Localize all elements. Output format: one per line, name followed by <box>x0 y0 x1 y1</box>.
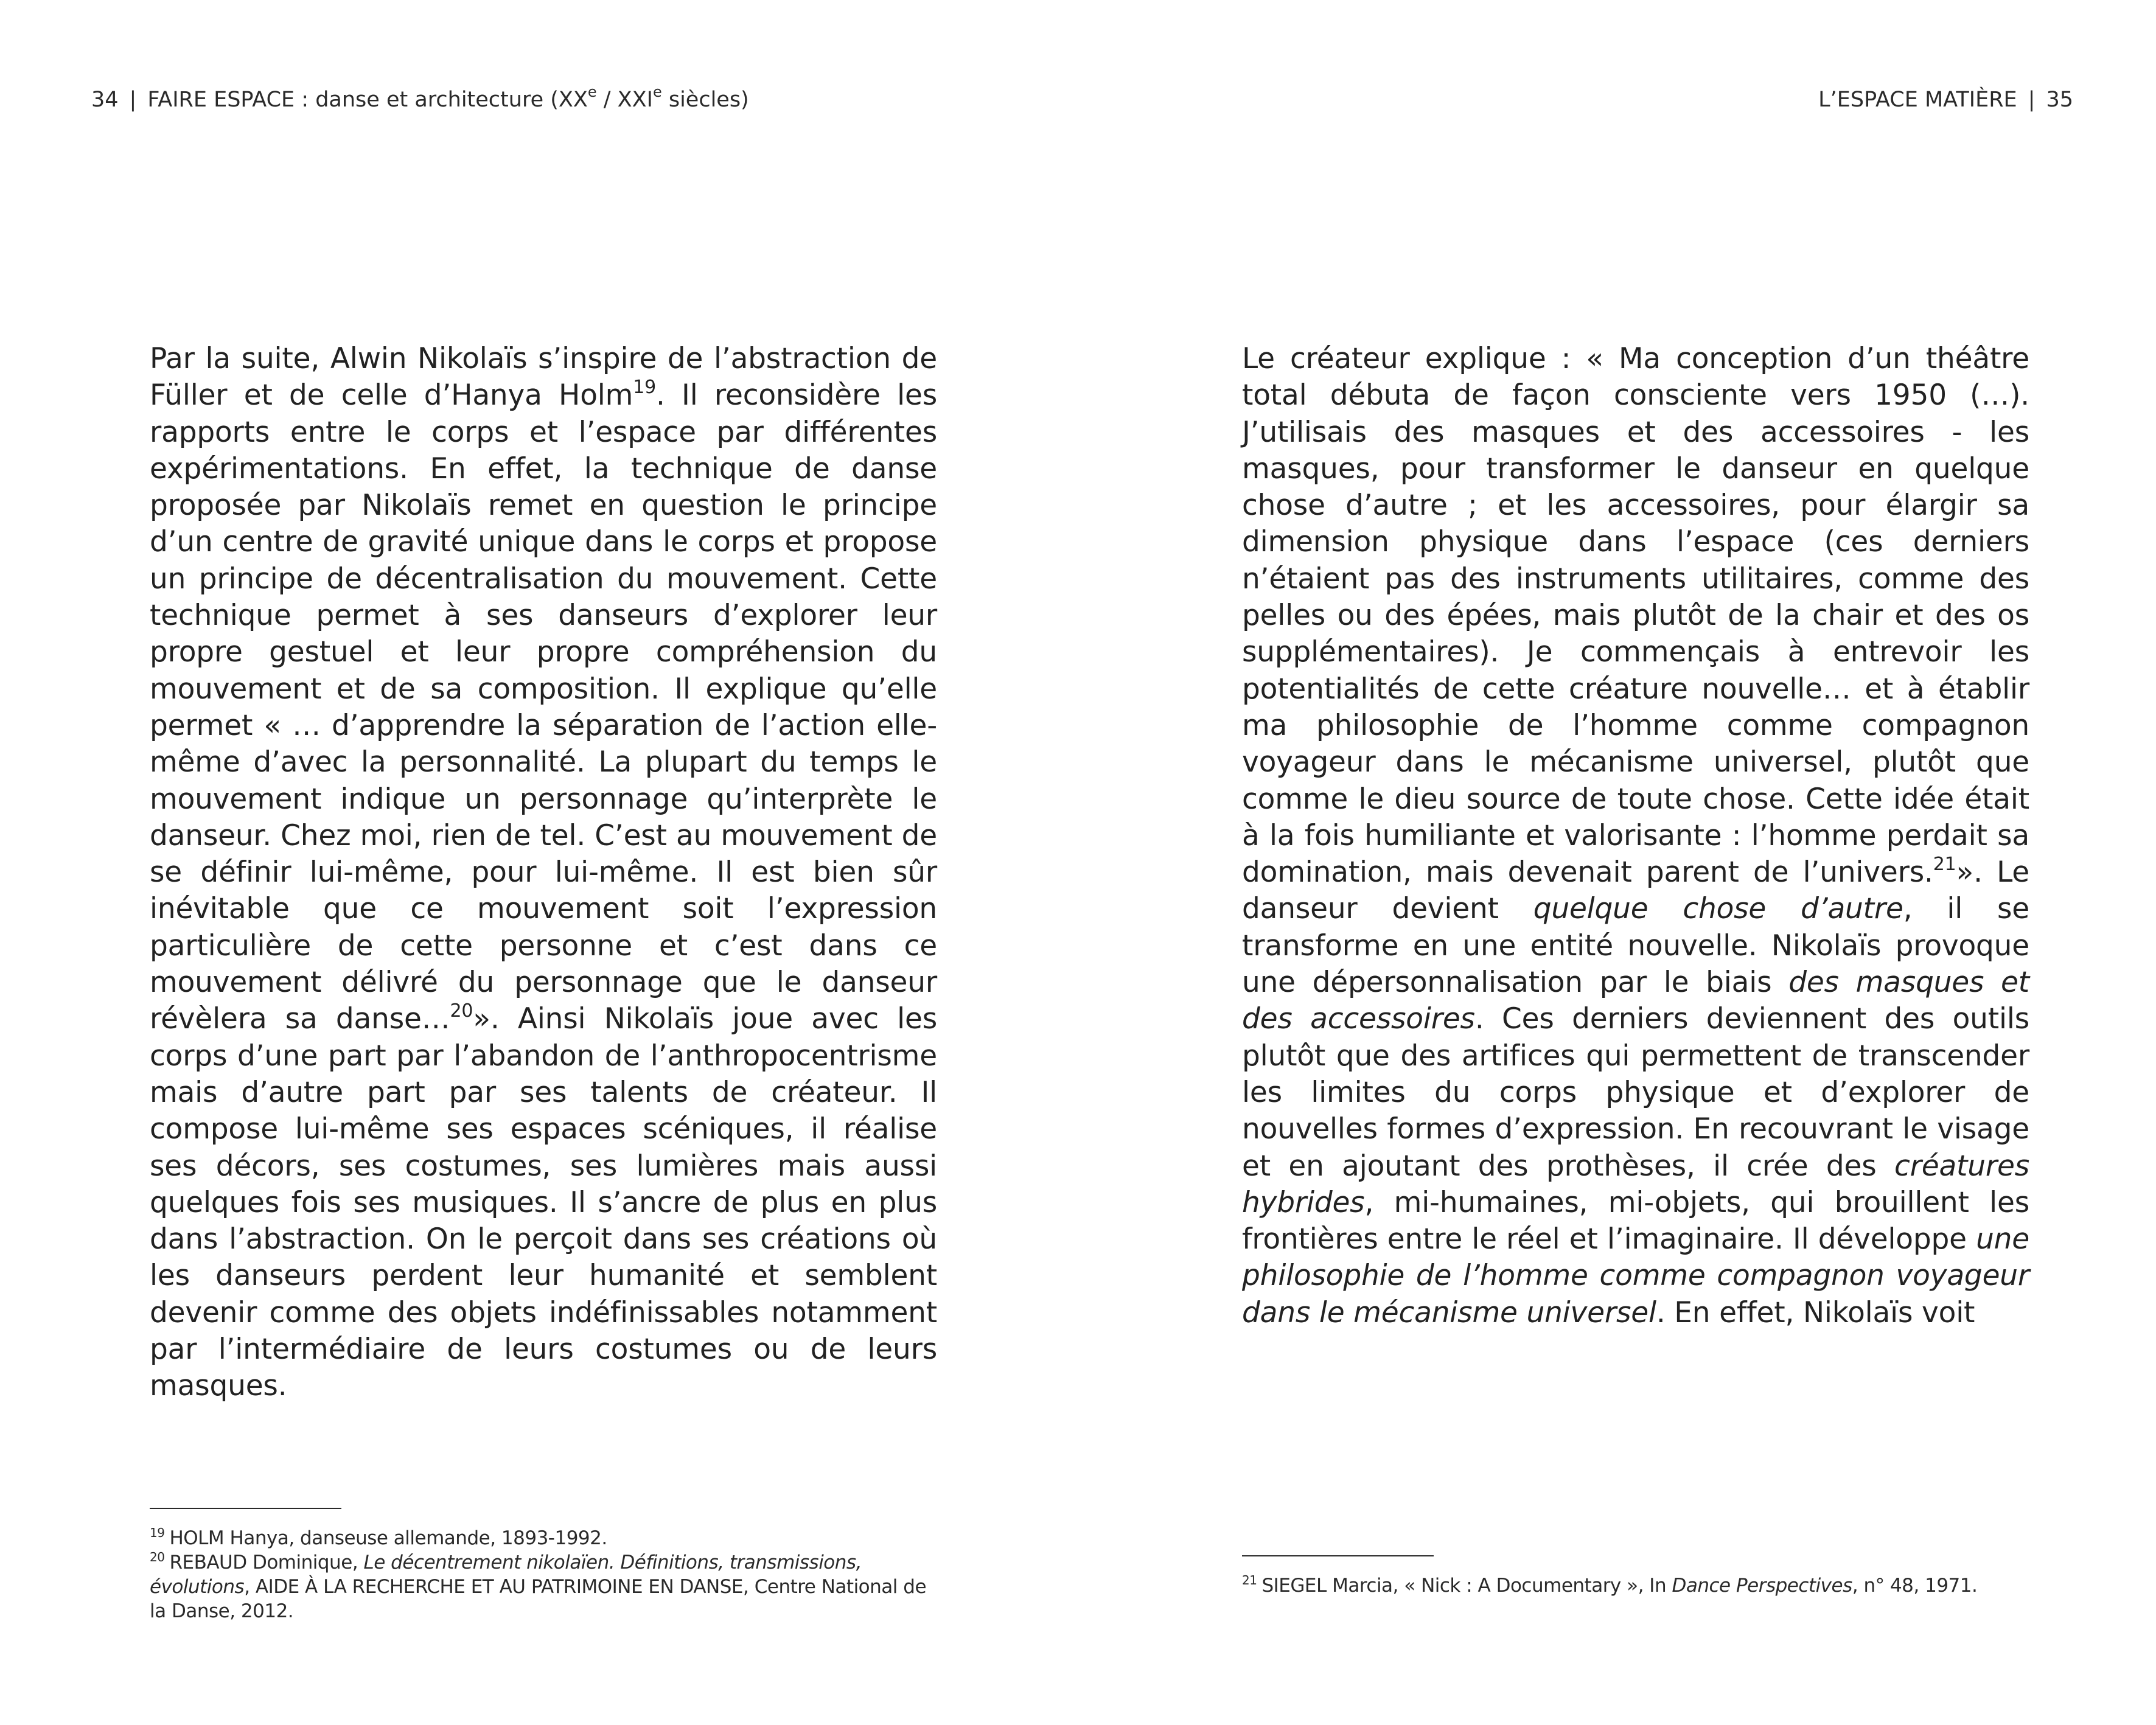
right-footnotes <box>1242 1573 2029 1598</box>
book-title: FAIRE ESPACE : danse et architecture (XXe / XXIe siècles) <box>147 83 749 112</box>
left-body-paragraph: Par la suite, Alwin Nikolaïs s’inspire de l’abstraction de Füller et de celle d’Hanya Holm$^{19}$. Il reconsidère les rapports entre le corps et l’espace par différentes expérimentations. En effet, la technique de danse proposée par Nikolaïs remet en question le principe d’un centre de gravité unique dans le corps et propose un principe de décentralisation du mouvement. Cette technique permet à ses danseurs d’explorer leur propre gestuel et leur propre compréhension du mouvement et de sa composition. Il explique qu’elle permet « … d’apprendre la séparation de l’action elle-même d’avec la personnalité. La plupart du temps le mouvement indique un personnage qu’interprète le danseur. Chez moi, rien de tel. C’est au mouvement de se définir lui-même, pour lui-même. Il est bien sûr inévitable que ce mouvement soit l’expression particulière de cette personne et c’est dans ce mouvement délivré du personnage que le danseur révèlera sa danse…$^{20}$». Ainsi Nikolaïs joue avec les corps d’une part par l’abandon de l’anthropocentrisme mais d’autre part par ses talents de créateur. Il compose lui-même ses espaces scéniques, il réalise ses décors, ses costumes, ses lumières mais aussi quelques fois ses musiques. Il s’ancre de plus en plus dans l’abstraction. On le perçoit dans ses créations où les danseurs perdent leur humanité et semblent devenir comme des objets indéfinissables notamment par l’intermédiaire de leurs costumes ou de leurs masques. <box>150 342 937 1403</box>
chapter-title: L’ESPACE MATIÈRE <box>1818 88 2017 112</box>
running-head-separator: | <box>129 88 137 112</box>
right-page-number: 35 <box>2046 88 2073 112</box>
footnote-ref-20: 20 <box>450 1000 473 1022</box>
left-running-head <box>91 83 749 113</box>
footnote-ref-21: 21 <box>1933 854 1956 876</box>
right-footnote-rule <box>1242 1555 1434 1556</box>
footnote-21: $^{21}$ SIEGEL Marcia, « Nick : A Documentary », In Dance Perspectives, n° 48, 1971. <box>1242 1573 1978 1597</box>
left-page-number: 34 <box>91 88 119 112</box>
left-footnotes <box>150 1526 937 1623</box>
footnote-20: $^{20}$ REBAUD Dominique, Le décentrement nikolaïen. Définitions, transmissions, évolutions, AIDE À LA RECHERCHE ET AU PATRIMOINE EN DANSE, Centre National de la Danse, 2012. <box>150 1550 927 1622</box>
running-head-separator: | <box>2028 88 2036 112</box>
left-footnote-rule <box>150 1508 341 1509</box>
right-body-paragraph: Le créateur explique : « Ma conception d’un théâtre total débuta de façon consciente vers 1950 (…). J’utilisais des masques et des accessoires - les masques, pour transformer le danseur en quelque chose d’autre ; et les accessoires, pour élargir sa dimension physique dans l’espace (ces derniers n’étaient pas des instruments utilitaires, comme des pelles ou des épées, mais plutôt de la chair et des os supplémentaires). Je commençais à entrevoir les potentialités de cette créature nouvelle… et à établir ma philosophie de l’homme comme compagnon voyageur dans le mécanisme universel, plutôt que comme le dieu source de toute chose. Cette idée était à la fois humiliante et valorisante : l’homme perdait sa domination, mais devenait parent de l’univers.$^{21}$». Le danseur devient quelque chose d’autre, il se transforme en une entité nouvelle. Nikolaïs provoque une dépersonnalisation par le biais des masques et des accessoires. Ces derniers deviennent des outils plutôt que des artifices qui permettent de transcender les limites du corps physique et d’explorer de nouvelles formes d’expression. En recouvrant le visage et en ajoutant des prothèses, il crée des créatures hybrides, mi-humaines, mi-objets, qui brouillent les frontières entre le réel et l’imaginaire. Il développe une philosophie de l’homme comme compagnon voyageur dans le mécanisme universel. En effet, Nikolaïs voit <box>1242 342 2029 1329</box>
right-running-head <box>1818 86 2073 113</box>
footnote-ref-19: 19 <box>633 377 656 399</box>
right-page <box>1078 0 2156 1725</box>
footnote-19: $^{19}$ HOLM Hanya, danseuse allemande, 1893-1992. <box>150 1525 607 1549</box>
